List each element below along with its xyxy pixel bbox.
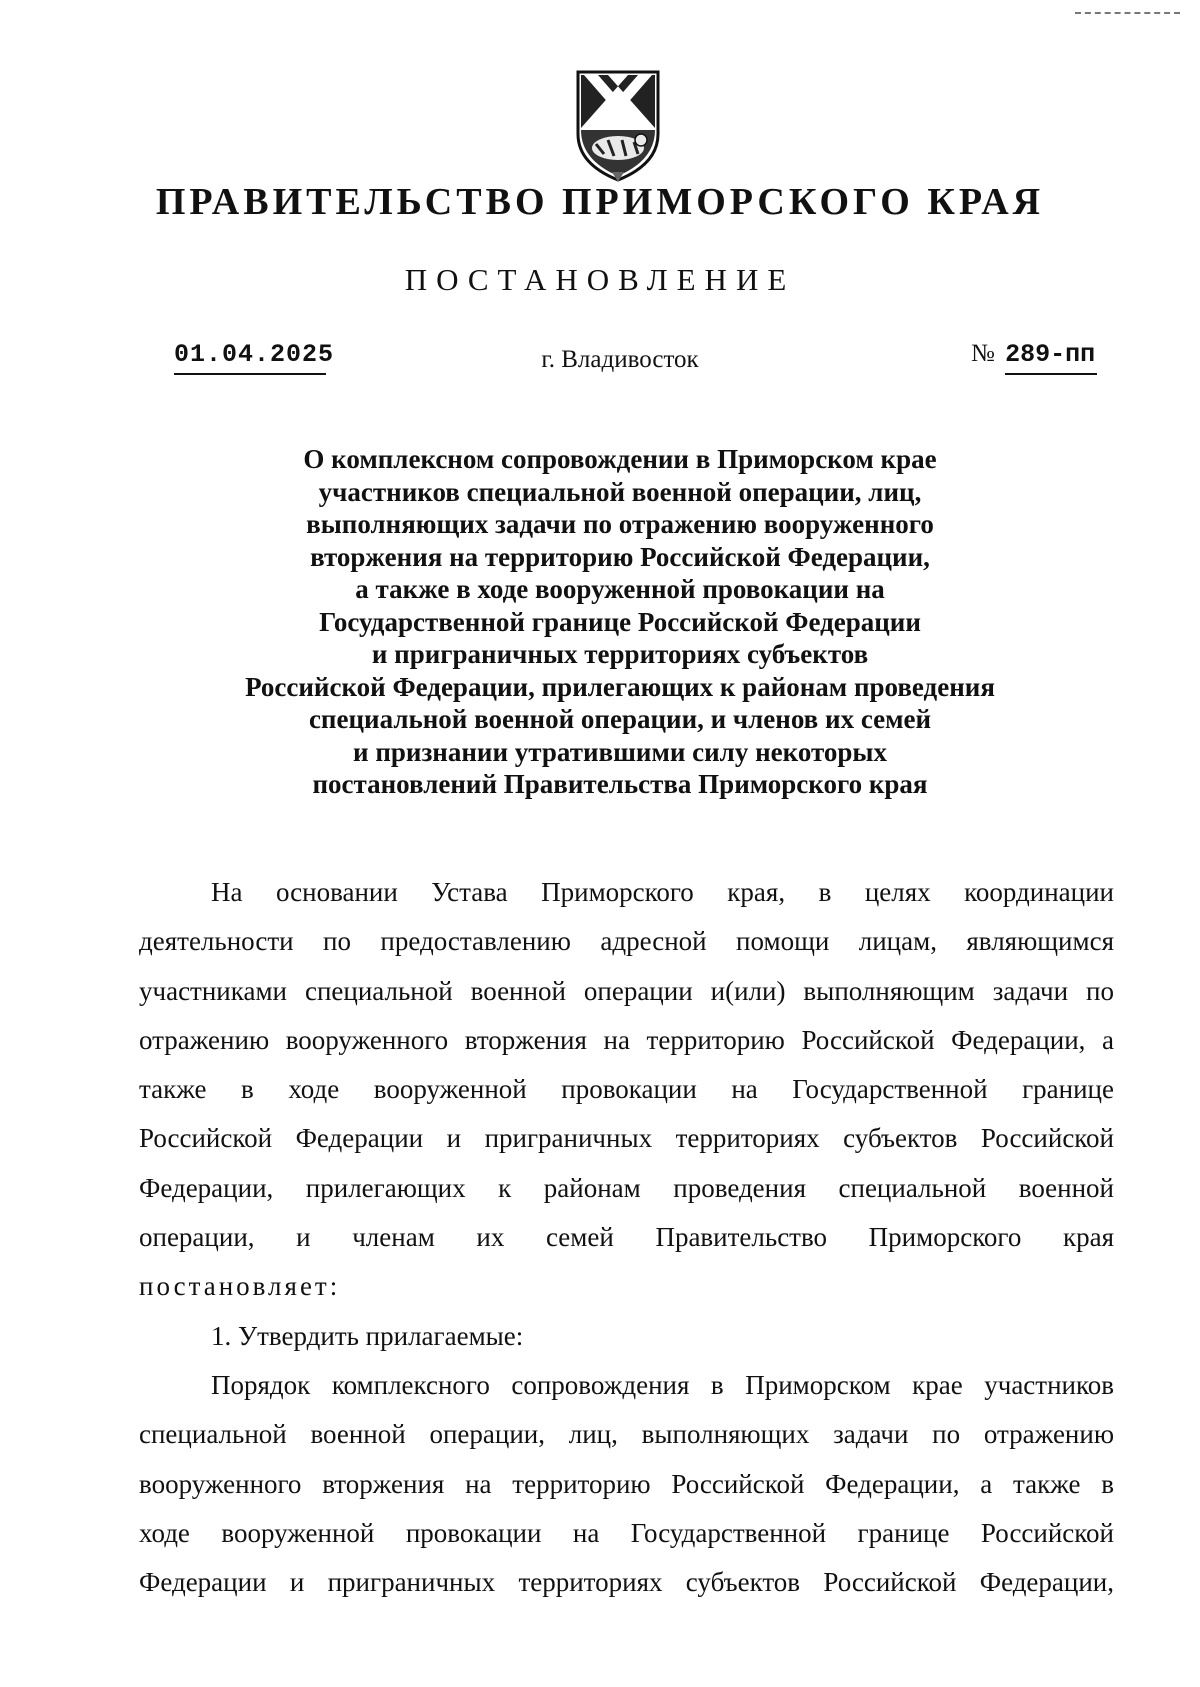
heading-line: участников специальной военной операции, лиц, bbox=[318, 476, 922, 507]
procedure-line: вооруженного вторжения на территорию Российской Федерации, а также в bbox=[139, 1468, 1114, 1499]
item-1-text: 1. Утвердить прилагаемые: bbox=[211, 1320, 524, 1351]
document-date: 01.04.2025 bbox=[174, 340, 326, 375]
heading-line: постановлений Правительства Приморского края bbox=[312, 769, 928, 799]
procedure-line: Федерации и приграничных территориях субъектов Российской Федерации, bbox=[139, 1567, 1114, 1598]
preamble-line: операции, и членам их семей Правительство Приморского края bbox=[139, 1222, 1114, 1253]
preamble-line: участниками специальной военной операции и(или) выполняющим задачи по bbox=[139, 975, 1114, 1006]
heading-line: Государственной границе Российской Федерации bbox=[319, 606, 921, 637]
procedure-paragraph bbox=[139, 1361, 1114, 1607]
document-heading bbox=[200, 443, 1040, 801]
number-sign: № bbox=[971, 340, 995, 367]
procedure-line: Порядок комплексного сопровождения в Приморском крае участников bbox=[211, 1369, 1114, 1400]
resolves-word: постановляет: bbox=[139, 1271, 341, 1302]
heading-line: а также в ходе вооруженной провокации на bbox=[355, 574, 885, 604]
preamble-line: Федерации, прилегающих к районам проведения специальной военной bbox=[139, 1172, 1114, 1203]
preamble-line: деятельности по предоставлению адресной помощи лицам, являющимся bbox=[139, 926, 1114, 957]
preamble-line: отражению вооруженного вторжения на территорию Российской Федерации, а bbox=[139, 1024, 1114, 1055]
document-type: ПОСТАНОВЛЕНИЕ bbox=[404, 262, 796, 297]
document-city: г. Владивосток bbox=[541, 346, 699, 373]
preamble-line: также в ходе вооруженной провокации на Государственной границе bbox=[139, 1074, 1114, 1105]
document-number bbox=[971, 340, 1097, 375]
heading-line: Российской Федерации, прилегающих к районам проведения bbox=[245, 671, 995, 702]
heading-line: выполняющих задачи по отражению вооруженного bbox=[306, 509, 934, 539]
preamble-line: На основании Устава Приморского края, в целях координации bbox=[211, 877, 1114, 907]
procedure-line: ходе вооруженной провокации на Государственной границе Российской bbox=[139, 1517, 1114, 1548]
heading-line: и приграничных территориях субъектов bbox=[371, 639, 869, 669]
preamble-line: Российской Федерации и приграничных территориях субъектов Российской bbox=[139, 1123, 1114, 1154]
document-body bbox=[139, 868, 1114, 1607]
coat-of-arms-emblem bbox=[568, 68, 668, 184]
heading-line: специальной военной операции, и членов их семей bbox=[308, 704, 932, 734]
procedure-line: специальной военной операции, лиц, выполняющих задачи по отражению bbox=[139, 1419, 1114, 1450]
item-1-paragraph bbox=[139, 1312, 1114, 1361]
top-dashed-mark bbox=[1075, 12, 1180, 14]
heading-line: и признании утратившими силу некоторых bbox=[353, 736, 887, 767]
number-value: 289-пп bbox=[1005, 340, 1097, 375]
preamble-paragraph bbox=[139, 868, 1114, 1312]
heading-line: О комплексном сопровождении в Приморском крае bbox=[303, 444, 937, 474]
government-title: ПРАВИТЕЛЬСТВО ПРИМОРСКОГО КРАЯ bbox=[155, 181, 1045, 223]
heading-line: вторжения на территорию Российской Федерации, bbox=[310, 541, 930, 572]
